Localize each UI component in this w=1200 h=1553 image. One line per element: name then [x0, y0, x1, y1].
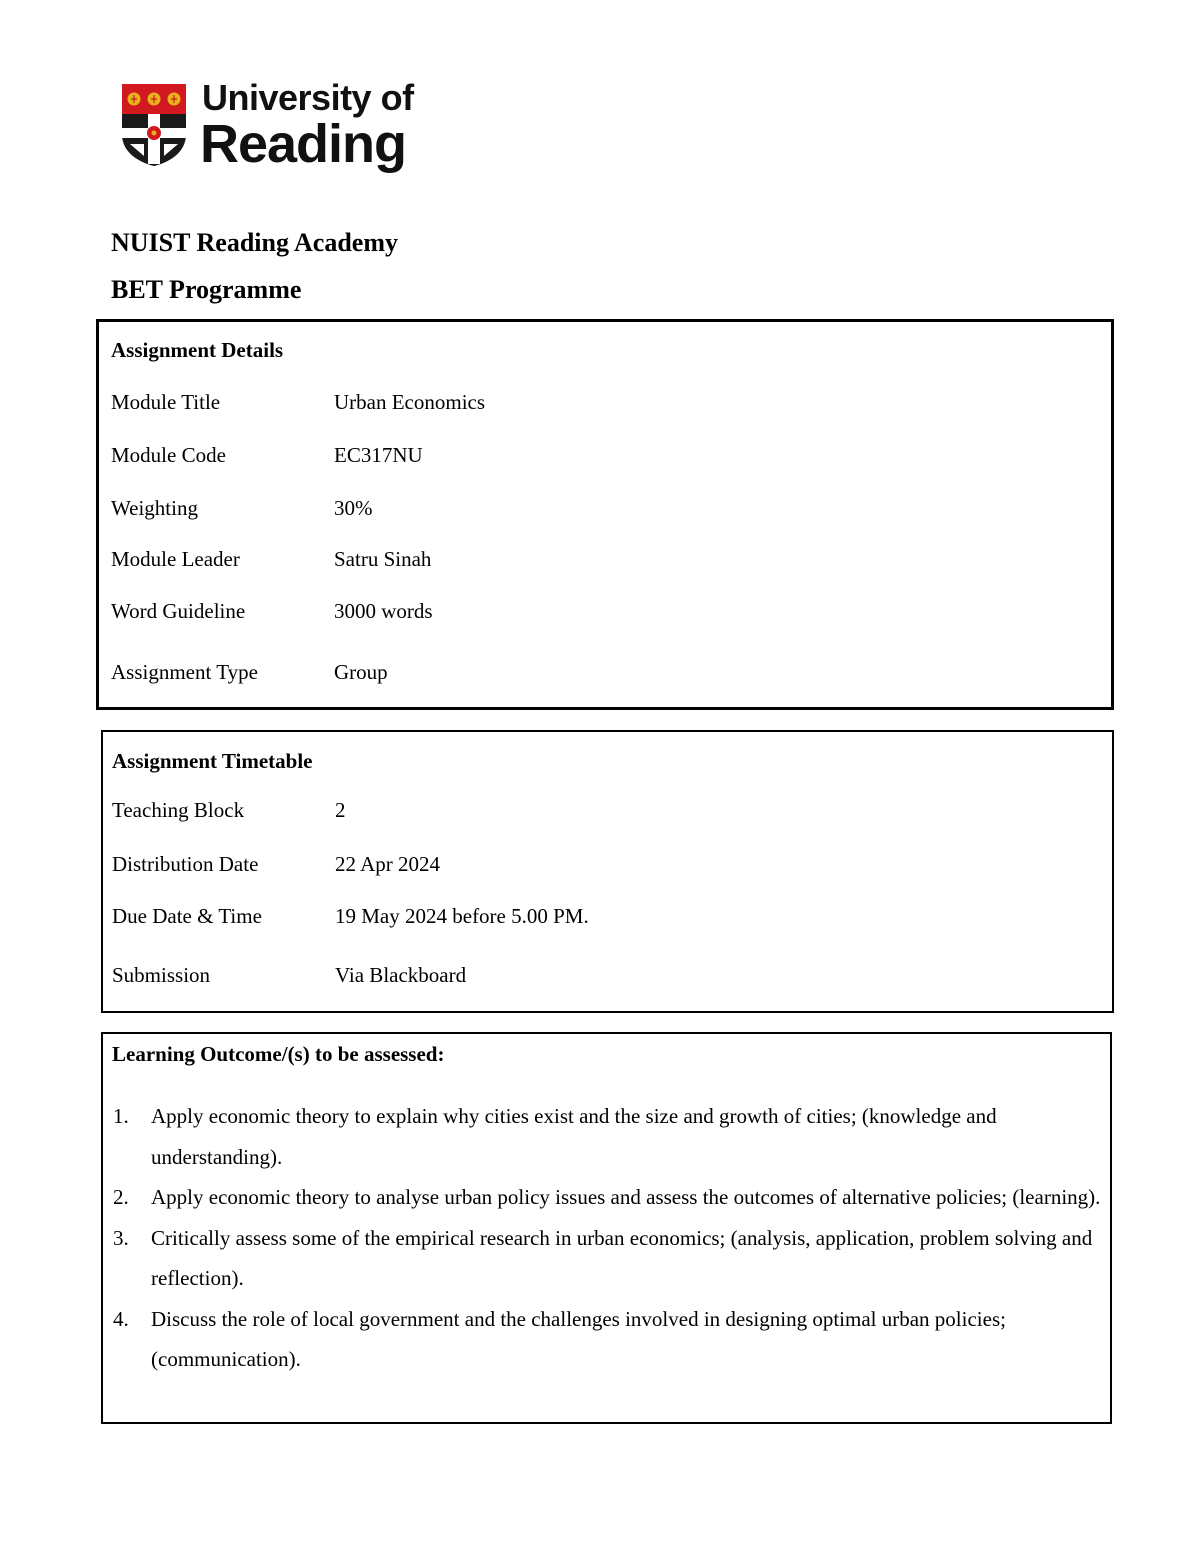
logo-wordmark-line1: University of [202, 77, 414, 118]
module-leader-label: Module Leader [111, 547, 240, 571]
outcome-text: Apply economic theory to explain why cities exist and the size and growth of cities; (knowledge and understanding). [151, 1104, 997, 1169]
due-date-value: 19 May 2024 before 5.00 PM. [335, 904, 589, 928]
teaching-block-value: 2 [335, 798, 346, 822]
assignment-timetable-box [101, 730, 1114, 1013]
outcome-text: Critically assess some of the empirical research in urban economics; (analysis, application, problem solving and reflection). [151, 1225, 1093, 1290]
list-item [113, 1096, 1103, 1177]
submission-value: Via Blackboard [335, 963, 467, 987]
word-guideline-label: Word Guideline [111, 599, 246, 623]
university-logo [120, 78, 420, 178]
learning-outcomes-box [101, 1032, 1112, 1424]
module-code-value: EC317NU [334, 443, 423, 467]
outcome-number: 1. [113, 1104, 129, 1128]
learning-outcomes-title: Learning Outcome/(s) to be assessed: [112, 1042, 445, 1066]
distribution-date-value: 22 Apr 2024 [335, 852, 440, 876]
logo-wordmark-line2: Reading [200, 114, 407, 174]
academy-heading: NUIST Reading Academy [111, 228, 399, 257]
university-crest-icon [120, 82, 188, 168]
module-code-label: Module Code [111, 443, 226, 467]
outcome-text: Discuss the role of local government and the challenges involved in designing optimal urban policies; (communication). [151, 1306, 1006, 1371]
weighting-value: 30% [334, 496, 373, 520]
assignment-type-value: Group [334, 660, 388, 684]
weighting-label: Weighting [111, 496, 198, 520]
submission-label: Submission [112, 963, 211, 987]
module-title-value: Urban Economics [334, 390, 486, 414]
distribution-date-label: Distribution Date [112, 852, 259, 876]
learning-outcomes-list [113, 1096, 1103, 1380]
list-item [113, 1299, 1103, 1380]
list-item [113, 1218, 1103, 1299]
teaching-block-label: Teaching Block [112, 798, 245, 822]
outcome-number: 4. [113, 1306, 129, 1331]
outcome-number: 2. [113, 1185, 129, 1209]
assignment-details-box [96, 319, 1114, 710]
module-title-label: Module Title [111, 390, 221, 414]
assignment-type-label: Assignment Type [111, 660, 258, 684]
module-leader-value: Satru Sinah [334, 547, 432, 571]
programme-heading: BET Programme [111, 275, 302, 304]
outcome-text: Apply economic theory to analyse urban policy issues and assess the outcomes of alternative policies; (learning). [151, 1185, 1101, 1209]
list-item [113, 1177, 1103, 1218]
assignment-timetable-title: Assignment Timetable [112, 749, 313, 773]
word-guideline-value: 3000 words [334, 599, 433, 623]
outcome-number: 3. [113, 1225, 129, 1250]
assignment-details-title: Assignment Details [111, 338, 284, 362]
due-date-label: Due Date & Time [112, 904, 262, 928]
